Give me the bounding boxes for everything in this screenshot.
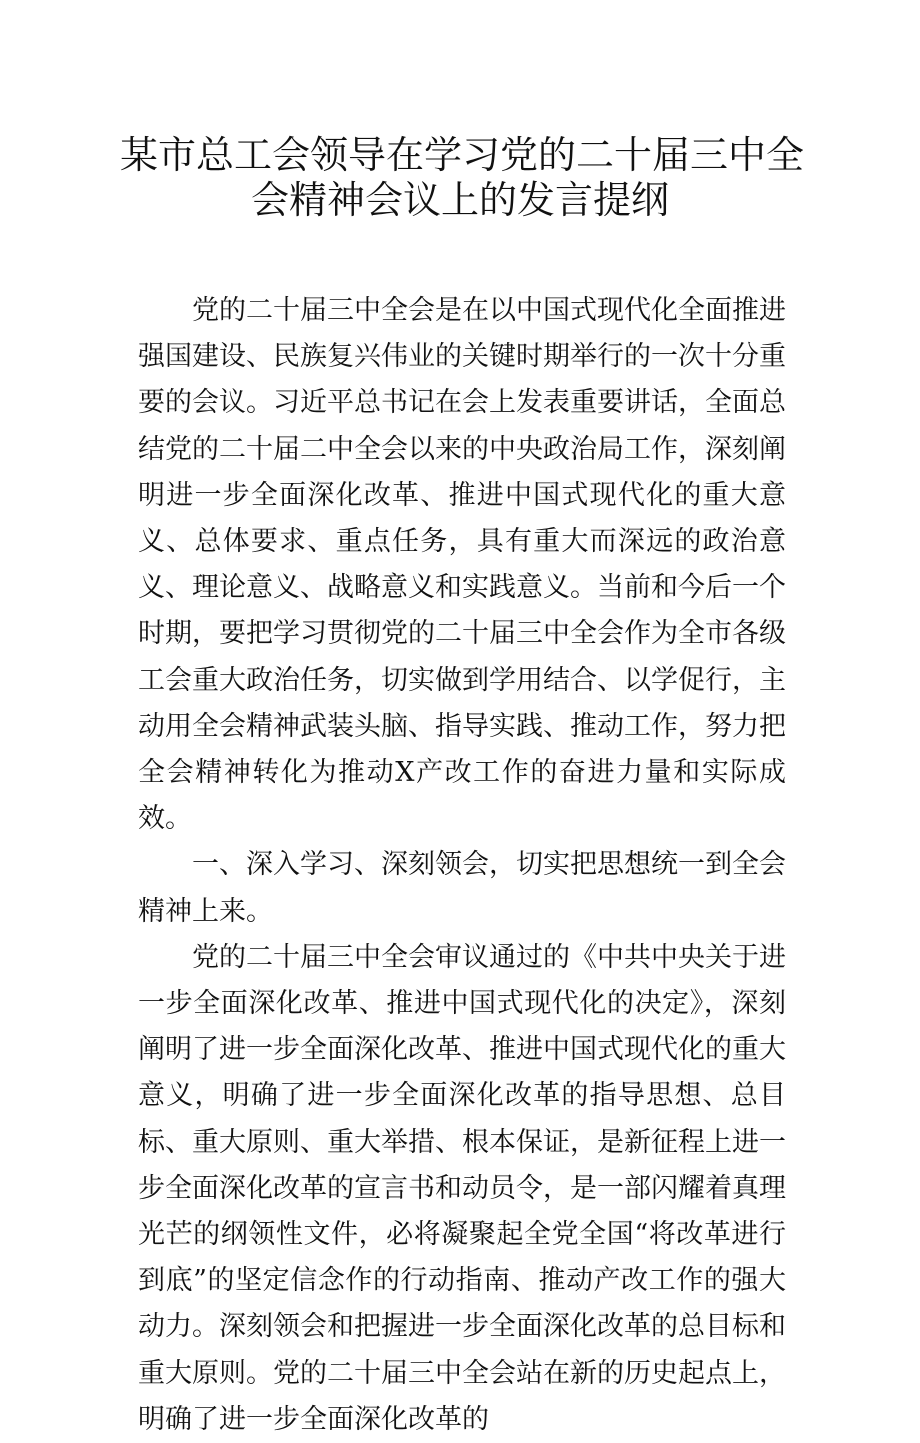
document-body (138, 288, 786, 1443)
paragraph-intro: 党的二十届三中全会是在以中国式现代化全面推进强国建设、民族复兴伟业的关键时期举行的一次十分重要的会议。习近平总书记在会上发表重要讲话，全面总结党的二十届二中全会以来的中央政治局工作，深刻阐明进一步全面深化改革、推进中国式现代化的重大意义、总体要求、重点任务，具有重大而深远的政治意义、理论意义、战略意义和实践意义。当前和今后一个时期，要把学习贯彻党的二十届三中全会作为全市各级工会重大政治任务，切实做到学用结合、以学促行，主动用全会精神武装头脑、指导实践、推动工作，努力把全会精神转化为推动X产改工作的奋进力量和实际成效。 (138, 295, 786, 835)
document-title-line-1: 某市总工会领导在学习党的二十届三中全 (120, 133, 805, 177)
paragraph-section-1: 党的二十届三中全会审议通过的《中共中央关于进一步全面深化改革、推进中国式现代化的决定》，深刻阐明了进一步全面深化改革、推进中国式现代化的重大意义，明确了进一步全面深化改革的指导思想、总目标、重大原则、重大举措、根本保证，是新征程上进一步全面深化改革的宣言书和动员令，是一部闪耀着真理光芒的纲领性文件，必将凝聚起全党全国“将改革进行到底”的坚定信念作的行动指南、推动产改工作的强大动力。深刻领会和把握进一步全面深化改革的总目标和重大原则。党的二十届三中全会站在新的历史起点上，明确了进一步全面深化改革的 (138, 941, 786, 1435)
document-title-line-2: 会精神会议上的发言提纲 (250, 178, 669, 222)
section-heading-1: 一、深入学习、深刻领会，切实把思想统一到全会精神上来。 (138, 849, 786, 927)
